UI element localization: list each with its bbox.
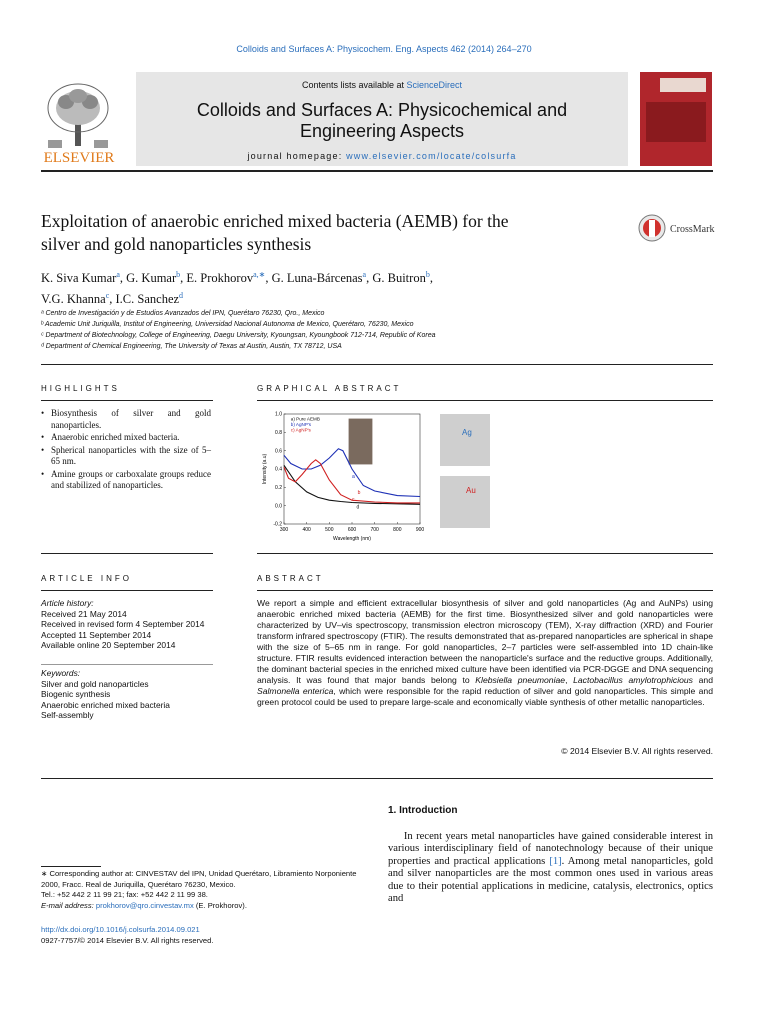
affiliation: ᵃ Centro de Investigación y de Estudios Avanzados del IPN, Querétaro 76230, Qro., Mexico — [41, 310, 325, 317]
keyword: Anaerobic enriched mixed bacteria — [41, 699, 170, 710]
author[interactable]: V.G. Khanna$^c$ — [41, 291, 110, 307]
history-entry: Accepted 11 September 2014 — [41, 629, 152, 640]
article-info-heading: ARTICLE INFO — [41, 574, 132, 583]
x-tick-label: 700 — [370, 527, 379, 533]
x-tick-label: 900 — [415, 527, 425, 533]
tem-image-au — [440, 476, 490, 528]
header-rule — [41, 170, 713, 172]
author-list: K. Siva Kumar$^a$, G. Kumar$^b$, E. Prokhorov$^{a,∗}$, G. Luna-Bárcenas$^a$, G. Buitron$^b$, V.G. Khanna$^c$, I.C. Sanchez$^d$ — [41, 270, 433, 307]
divider — [41, 778, 713, 779]
footnote-rule — [41, 866, 101, 867]
y-tick-label: 0.8 — [275, 430, 282, 437]
introduction-body: In recent years metal nanoparticles have gained considerable interest in various interdisciplinary field of nanotechnology because of their unique properties and practical applications [1]. Among metal nanoparticles, gold and silver nanoparticles are the most common ones used in various areas due to their potential applications in medicine, catalysis, electronics, optics and — [388, 831, 713, 905]
reference-link[interactable]: [1] — [549, 855, 562, 867]
inset-photo — [349, 419, 373, 465]
journal-title-line1: Colloids and Surfaces A: Physicochemical and — [196, 100, 568, 120]
legend-entry: a) Pure AEMB — [290, 416, 320, 422]
highlight-item: • Amine groups or carboxalate groups reduce and stabilized of nanoparticles. — [41, 469, 211, 492]
crossmark-badge[interactable] — [638, 212, 718, 244]
affiliation: ᶜ Department of Biotechnology, College of Engineering, Daegu University, Kyoungsan, Kyoungbook 712-714, Republic of Korea — [41, 332, 436, 339]
divider — [257, 553, 713, 554]
author[interactable]: I.C. Sanchez$^d$ — [115, 291, 184, 307]
highlight-item: • Spherical nanoparticles with the size of 5–65 nm. — [41, 445, 211, 468]
keyword: Self-assembly — [41, 710, 94, 721]
highlight-item: • Anaerobic enriched mixed bacteria. — [41, 432, 211, 444]
graphical-abstract-heading: GRAPHICAL ABSTRACT — [257, 384, 402, 393]
keyword: Biogenic synthesis — [41, 689, 111, 700]
history-entry: Received 21 May 2014 — [41, 608, 127, 619]
y-tick-label: -0.2 — [273, 521, 282, 528]
issn-line: 0927-7757/© 2014 Elsevier B.V. All rights reserved. — [41, 935, 214, 945]
author[interactable]: G. Kumar$^b$ — [126, 270, 181, 286]
x-tick-label: 400 — [302, 527, 311, 533]
highlight-item: • Biosynthesis of silver and gold nanoparticles. — [41, 408, 211, 431]
article-history — [41, 598, 221, 651]
article-title-line2: silver and gold nanoparticles synthesis — [41, 234, 312, 254]
email-link[interactable]: prokhorov@qro.cinvestav.mx — [95, 900, 194, 910]
y-axis-label: Intensity (a.u) — [262, 453, 268, 485]
highlights-heading: HIGHLIGHTS — [41, 384, 120, 393]
affiliation: ᵈ Department of Chemical Engineering, The University of Texas at Austin, Austin, TX 78712, USA — [41, 343, 342, 350]
curve-label: d — [356, 504, 360, 511]
contact-phone: Tel.: +52 442 2 11 99 21; fax: +52 442 2 11 99 38. — [41, 890, 208, 899]
author[interactable]: E. Prokhorov$^{a,∗}$ — [186, 270, 266, 286]
divider — [41, 364, 713, 365]
homepage-prefix: journal homepage: — [247, 151, 347, 161]
curve-label: c — [352, 497, 355, 504]
doi-link[interactable]: http://dx.doi.org/10.1016/j.colsurfa.2014.09.021 — [41, 925, 200, 934]
divider — [257, 400, 713, 401]
tem-label-au: Au — [466, 486, 476, 495]
abstract-body: We report a simple and efficient extracellular biosynthesis of silver and gold nanoparticles (Ag and AuNPs) using anaerobic enriched mixed bacteria (AEMB) for the first time. Biosynthesized silver and gold nanoparticles were characterized by UV–vis spectroscopy, transmission electron microscopy (TEM), X-ray diffraction (XRD) and Fourier transform infrared spectroscopy (FTIR). The results demonstrated that as-prepared nanoparticles are spherical in shape with the size of 5–65 nm in range. For gold nanoparticles, 2–7 particles were self-assembled into 1D chain-like structure. FTIR results evidenced interaction between the nanoparticle's surface and the reductive groups. Additionally, the dominant bacterial species in the enriched mixed culture have been identified via PCR-DGGE and DNA sequencing analysis. It was found that major bands belong to Klebsiella pneumoniae, Lactobacillus amylotrophicious and Salmonella enterica, which were responsible for the rapid reduction of silver and gold nanoparticles. This simple and green protocol could be used to prepare large-scale and economically viable synthesis of other metallic nanoparticles. — [257, 598, 713, 708]
elsevier-logo — [38, 78, 120, 166]
divider — [257, 590, 713, 591]
journal-title — [136, 100, 628, 142]
history-entry: Available online 20 September 2014 — [41, 640, 176, 651]
contents-line — [136, 80, 628, 90]
contents-prefix: Contents lists available at — [301, 80, 407, 90]
divider — [41, 664, 213, 665]
curve-label: a — [352, 474, 355, 481]
journal-homepage — [136, 151, 628, 161]
y-tick-label: 0.4 — [275, 466, 282, 473]
abstract-heading: ABSTRACT — [257, 574, 324, 583]
x-tick-label: 800 — [393, 527, 402, 533]
uv-vis-spectrum-chart — [258, 406, 438, 546]
divider — [41, 590, 213, 591]
x-tick-label: 500 — [325, 527, 334, 533]
divider — [41, 553, 213, 554]
curve-label: b — [357, 489, 361, 496]
author[interactable]: K. Siva Kumar$^a$ — [41, 270, 120, 286]
keywords-label: Keywords: — [41, 668, 81, 678]
y-tick-label: 1.0 — [275, 411, 282, 418]
article-title-line1: Exploitation of anaerobic enriched mixed bacteria (AEMB) for the — [41, 211, 509, 231]
article-title — [41, 210, 621, 256]
highlights-list — [41, 408, 211, 493]
tem-image-ag — [440, 414, 490, 466]
history-entry: Received in revised form 4 September 2014 — [41, 619, 205, 630]
author[interactable]: G. Luna-Bárcenas$^a$ — [271, 270, 367, 286]
sciencedirect-link[interactable]: ScienceDirect — [406, 80, 463, 90]
y-tick-label: 0.6 — [275, 448, 282, 455]
contact-email: E-mail address: prokhorov@qro.cinvestav.mx (E. Prokhorov). — [41, 900, 247, 910]
legend-entry: b) AgNP's — [290, 421, 312, 427]
x-axis-label: Wavelength (nm) — [333, 536, 371, 542]
author[interactable]: G. Buitron$^b$ — [372, 270, 430, 286]
keywords — [41, 668, 221, 721]
x-tick-label: 600 — [347, 527, 357, 533]
affiliation: ᵇ Academic Unit Juriquilla, Institut of Engineering, Universidad Nacional Autonoma de Mexico, Querétaro, 76230, Mexico — [41, 321, 414, 328]
journal-cover-image — [640, 72, 712, 166]
doi-block — [41, 925, 371, 946]
divider — [41, 400, 213, 401]
x-tick-label: 300 — [279, 527, 289, 533]
keyword: Silver and gold nanoparticles — [41, 678, 149, 689]
corresponding-author: ∗ Corresponding author at: CINVESTAV del IPN, Unidad Querétaro, Libramiento Norponiente 2000, Fracc. Real de Juriquilla, Querétaro 76230, Mexico. — [41, 869, 357, 889]
legend-entry: c) AgNP's — [290, 427, 311, 433]
journal-citation[interactable]: Colloids and Surfaces A: Physicochem. Eng. Aspects 462 (2014) 264–270 — [236, 44, 532, 54]
journal-title-line2: Engineering Aspects — [299, 121, 465, 141]
history-label: Article history: — [41, 598, 94, 608]
y-tick-label: 0.2 — [275, 485, 282, 492]
introduction-heading: 1. Introduction — [388, 805, 458, 816]
abstract-copyright: © 2014 Elsevier B.V. All rights reserved. — [561, 746, 713, 756]
corresponding-footnote — [41, 869, 371, 911]
crossmark-label: CrossMark — [670, 224, 715, 235]
y-tick-label: 0.0 — [275, 503, 282, 510]
tem-label-ag: Ag — [462, 428, 472, 437]
publisher-name: ELSEVIER — [43, 150, 115, 166]
homepage-link[interactable]: www.elsevier.com/locate/colsurfa — [346, 151, 517, 161]
